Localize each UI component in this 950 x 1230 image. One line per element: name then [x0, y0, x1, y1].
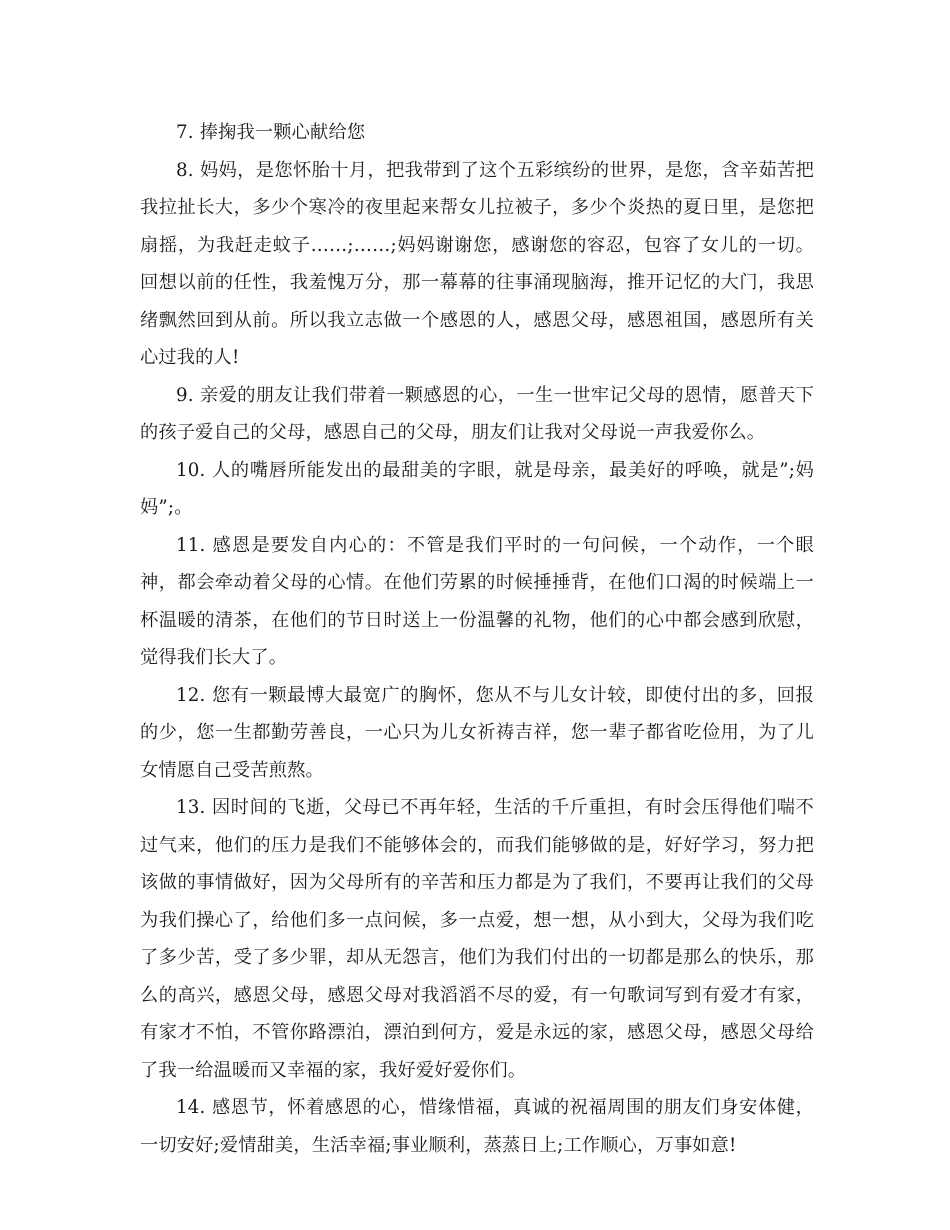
paragraph-11: 11. 感恩是要发自内心的：不管是我们平时的一句问候，一个动作，一个眼神，都会牵动着父母的心情。在他们劳累的时候捶捶背，在他们口渴的时候端上一杯温暖的清茶，在他们的节日时送上一份温馨的礼物，他们的心中都会感到欣慰，觉得我们长大了。 [140, 534, 814, 668]
paragraph-9: 9. 亲爱的朋友让我们带着一颗感恩的心，一生一世牢记父母的恩情，愿普天下的孩子爱自己的父母，感恩自己的父母，朋友们让我对父母说一声我爱你么。 [140, 384, 814, 443]
paragraph-13: 13. 因时间的飞逝，父母已不再年轻，生活的千斤重担，有时会压得他们喘不过气来，他们的压力是我们不能够体会的，而我们能够做的是，好好学习，努力把该做的事情做好，因为父母所有的辛苦和压力都是为了我们，不要再让我们的父母为我们操心了，给他们多一点问候，多一点爱，想一想，从小到大，父母为我们吃了多少苦，受了多少罪，却从无怨言，他们为我们付出的一切都是那么的快乐，那么的高兴，感恩父母，感恩父母对我滔滔不尽的爱，有一句歌词写到有爱才有家，有家才不怕，不管你路漂泊，漂泊到何方，爱是永远的家，感恩父母，感恩父母给了我一给温暖而又幸福的家，我好爱好爱你们。 [140, 797, 814, 1081]
paragraph-8: 8. 妈妈，是您怀胎十月，把我带到了这个五彩缤纷的世界，是您，含辛茹苦把我拉扯长大，多少个寒冷的夜里起来帮女儿拉被子，多少个炎热的夏日里，是您把扇摇，为我赶走蚊子……;……;妈妈谢谢您，感谢您的容忍，包容了女儿的一切。回想以前的任性，我羞愧万分，那一幕幕的往事涌现脑海，推开记忆的大门，我思绪飘然回到从前。所以我立志做一个感恩的人，感恩父母，感恩祖国，感恩所有关心过我的人! [140, 159, 814, 368]
document-body [140, 114, 814, 1164]
paragraph-7: 7. 捧掬我一颗心献给您 [176, 122, 366, 143]
paragraph-10: 10. 人的嘴唇所能发出的最甜美的字眼，就是母亲，最美好的呼唤，就是”;妈妈”;。 [140, 459, 814, 518]
paragraph-12: 12. 您有一颗最博大最宽广的胸怀，您从不与儿女计较，即使付出的多，回报的少，您一生都勤劳善良，一心只为儿女祈祷吉祥，您一辈子都省吃俭用，为了儿女情愿自己受苦煎熬。 [140, 684, 814, 781]
paragraph-14: 14. 感恩节，怀着感恩的心，惜缘惜福，真诚的祝福周围的朋友们身安体健，一切安好;爱情甜美，生活幸福;事业顺利，蒸蒸日上;工作顺心，万事如意! [140, 1097, 814, 1156]
